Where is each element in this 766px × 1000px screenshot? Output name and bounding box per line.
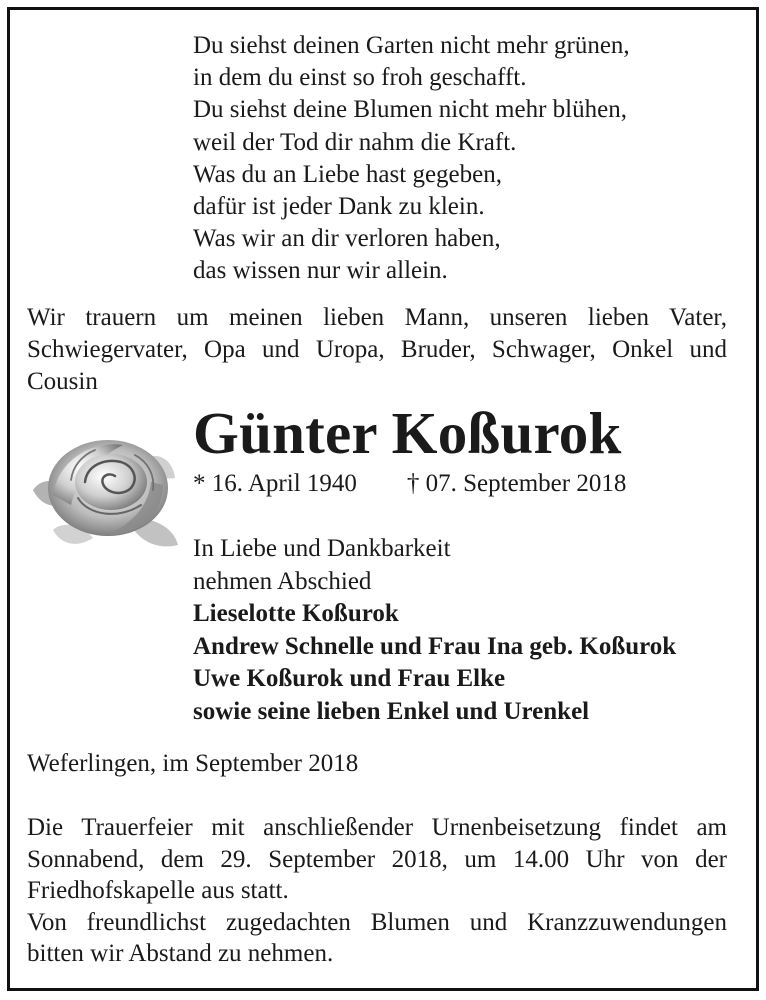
farewell-line: In Liebe und Dankbarkeit bbox=[193, 535, 451, 562]
funeral-info bbox=[27, 812, 727, 970]
poem-line: weil der Tod dir nahm die Kraft. bbox=[193, 128, 517, 156]
poem-line: Du siehst deine Blumen nicht mehr blühen, bbox=[193, 96, 627, 124]
farewell-block bbox=[193, 533, 676, 728]
poem-line: in dem du einst so froh geschafft. bbox=[193, 64, 527, 92]
mourner-name: Andrew Schnelle und Frau Ina geb. Koßurok bbox=[193, 632, 677, 660]
poem-line: Was du an Liebe hast gegeben, bbox=[193, 160, 502, 188]
deceased-name: Günter Koßurok bbox=[193, 400, 622, 466]
poem-line: das wissen nur wir allein. bbox=[193, 257, 448, 285]
mourner-name: sowie seine lieben Enkel und Urenkel bbox=[193, 697, 590, 725]
funeral-line: Sonnabend, dem 29. September 2018, um 14.00 Uhr von der bbox=[27, 845, 727, 873]
poem bbox=[193, 30, 630, 288]
poem-line: Du siehst deinen Garten nicht mehr grünen, bbox=[193, 32, 630, 59]
funeral-line: Von freundlichst zugedachten Blumen und Kranzzuwendungen bbox=[27, 908, 727, 936]
farewell-line: nehmen Abschied bbox=[193, 567, 372, 595]
poem-line: dafür ist jeder Dank zu klein. bbox=[193, 192, 485, 220]
poem-line: Was wir an dir verloren haben, bbox=[193, 225, 501, 253]
rose-icon bbox=[23, 420, 183, 560]
mourner-name: Lieselotte Koßurok bbox=[193, 600, 399, 627]
funeral-line: Die Trauerfeier mit anschließender Urnenbeisetzung findet am bbox=[27, 814, 727, 841]
funeral-line: Friedhofskapelle aus statt. bbox=[27, 877, 289, 904]
death-date: † 07. September 2018 bbox=[406, 470, 627, 497]
mourning-intro: Wir trauern um meinen lieben Mann, unseren lieben Vater, Schwiegervater, Opa und Uropa, Bruder, Schwager, Onkel und Cousin bbox=[27, 304, 727, 395]
mourner-name: Uwe Koßurok und Frau Elke bbox=[193, 665, 506, 692]
life-dates bbox=[193, 468, 626, 500]
funeral-line: bitten wir Abstand zu nehmen. bbox=[27, 940, 334, 967]
place-and-date: Weferlingen, im September 2018 bbox=[27, 750, 359, 777]
birth-date: * 16. April 1940 bbox=[193, 470, 357, 497]
